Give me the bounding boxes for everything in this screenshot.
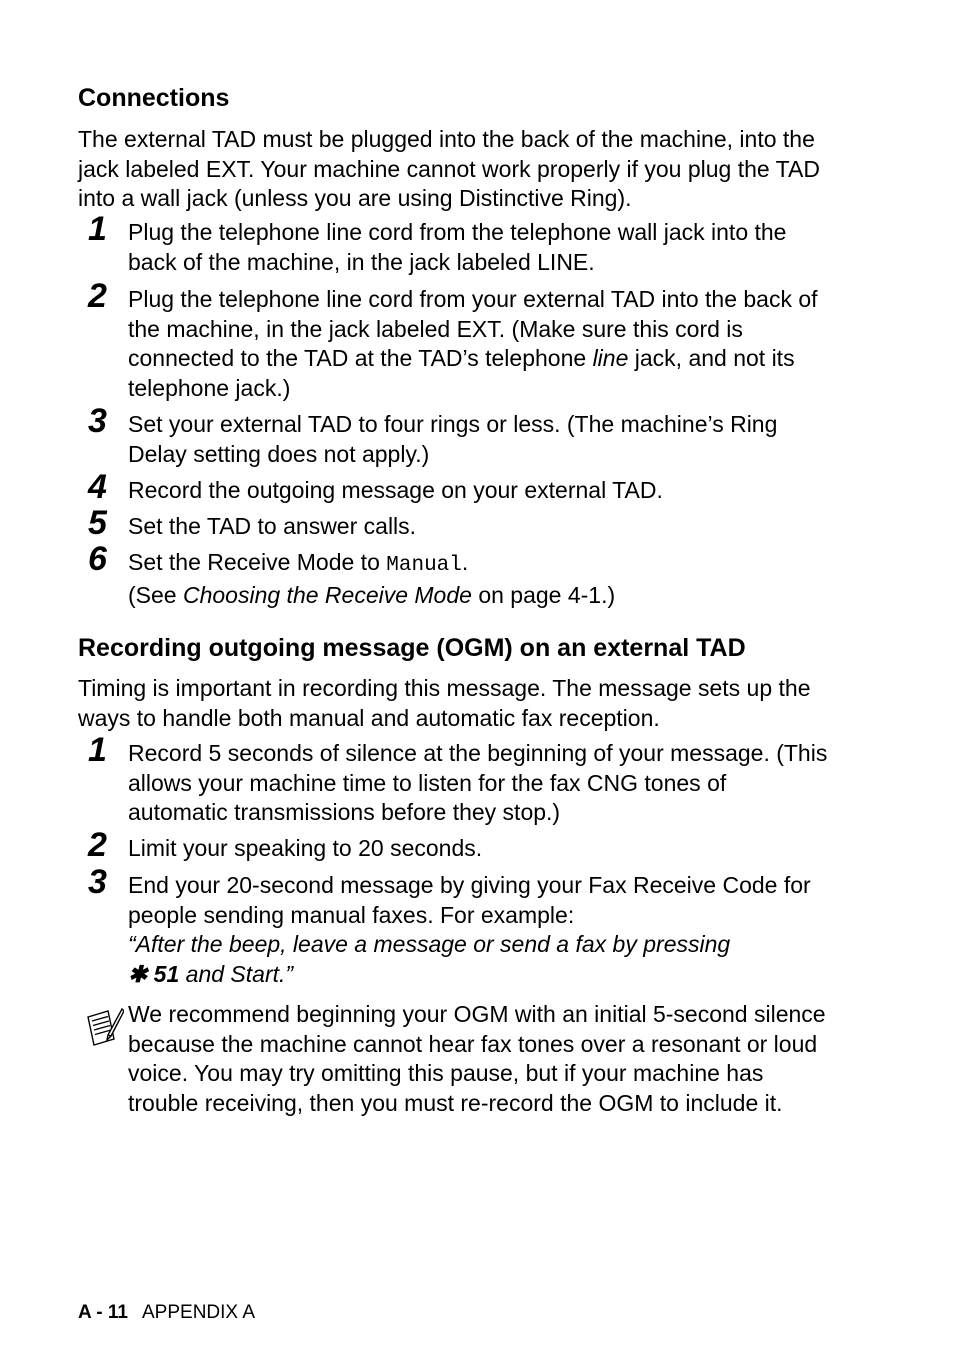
section-title-connections: Connections [78,84,230,112]
step-number: 3 [88,863,107,901]
example-quote: “After the beep, leave a message or send a fax by pressing [128,931,731,958]
step-text: Plug the telephone line cord from your external TAD into the back of the machine, in the jack labeled EXT. (Make sure this cord is connected to the TAD at the TAD’s telephone line jack, and not its telephone jack.) [128,286,818,401]
emphasis-text: line [592,345,629,372]
note-text: We recommend beginning your OGM with an initial 5-second silence because the machine cannot hear fax tones over a resonant or loud voice. You may try omitting this pause, but if your machine has trouble receiving, then you must re-record the OGM to include it. [128,1001,826,1116]
cross-reference: Choosing the Receive Mode [182,581,472,608]
step-text: Set the Receive Mode to Manual. (See Choosing the Receive Mode on page 4-1.) [128,549,616,608]
step-text: Record 5 seconds of silence at the beginning of your message. (This allows your machine time to listen for the fax CNG tones of automatic transmissions before they stop.) [128,740,828,826]
step-number: 2 [88,826,107,864]
section-intro: Timing is important in recording this message. The message sets up the ways to handle both manual and automatic fax reception. [78,675,811,731]
step-number: 1 [88,210,107,248]
receive-code: 51 [147,960,180,987]
section-intro: The external TAD must be plugged into the back of the machine, into the jack labeled EXT. Your machine cannot work properly if you plug the TAD into a wall jack (unless you are using Distinctive Ring). [78,126,820,212]
step-number: 6 [88,540,107,578]
page-footer [78,1302,255,1324]
note-pencil-icon [84,1005,124,1049]
step-text: Plug the telephone line cord from the telephone wall jack into the back of the machine, in the jack labeled LINE. [128,219,787,275]
section-title-recording-ogm: Recording outgoing message (OGM) on an external TAD [78,634,746,662]
page-number: A - 11 [78,1302,128,1323]
step-text: Limit your speaking to 20 seconds. [128,835,483,861]
step-number: 2 [88,277,107,315]
step-number: 4 [88,468,107,506]
chapter-name: APPENDIX A [142,1302,255,1323]
step-text: Record the outgoing message on your external TAD. [128,477,663,503]
menu-setting-text: Manual [386,554,462,577]
star-key-symbol: ✱ [128,960,148,987]
step-text: Set your external TAD to four rings or less. (The machine’s Ring Delay setting does not apply.) [128,411,778,467]
step-text: End your 20-second message by giving your Fax Receive Code for people sending manual faxes. For example: “After the beep, leave a message or send a fax by pressing ✱ 51 and Start.” [128,872,811,987]
step-text: Set the TAD to answer calls. [128,513,417,539]
step-number: 1 [88,731,107,769]
step-number: 5 [88,504,107,542]
step-number: 3 [88,402,107,440]
